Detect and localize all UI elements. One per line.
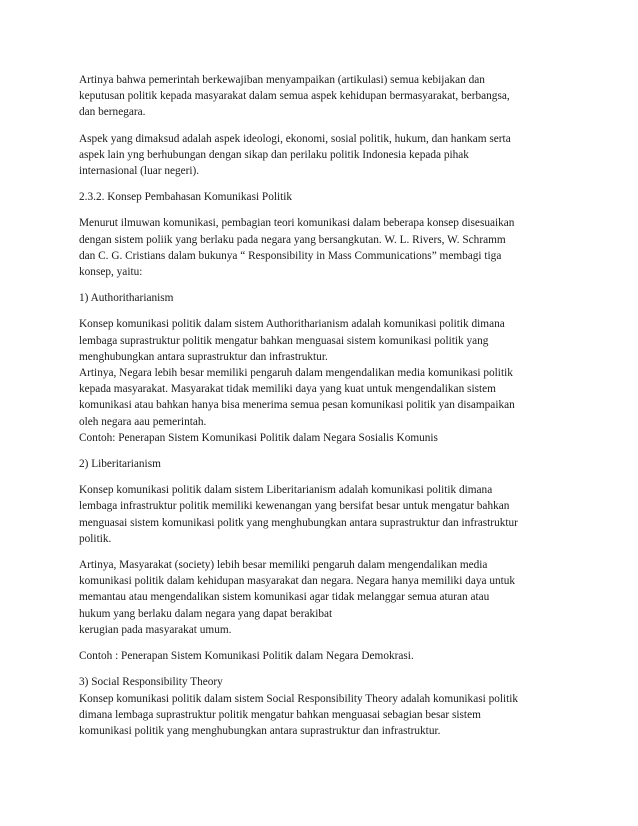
heading-text: 2) Liberitarianism [79, 458, 161, 471]
text-line: komunikasi politik dalam kehidupan masyarakat dan negara. Negara hanya memiliki daya untuk [79, 575, 516, 588]
text-line: dan C. G. Cristians dalam bukunya “ Responsibility in Mass Communications” membagi tiga [79, 249, 502, 262]
text-line: Konsep komunikasi politik dalam sistem Authoritharianism adalah komunikasi politik dimana [79, 318, 505, 331]
paragraph-artinya-masyarakat [79, 557, 567, 638]
text-line: konsep, yaitu: [79, 266, 143, 279]
subheading-liberitarianism [79, 456, 567, 472]
text-line: dengan sistem poliik yang berlaku pada negara yang bersangkutan. W. L. Rivers, W. Schramm [79, 233, 506, 246]
text-line: Aspek yang dimaksud adalah aspek ideologi, ekonomi, sosial politik, hukum, dan hankam serta [79, 132, 511, 145]
text-line: Artinya, Negara lebih besar memiliki pengaruh dalam mengendalikan media komunikasi politik [79, 367, 513, 380]
text-line: dimana lembaga suprastruktur politik mengatur bahkan menguasai sebagian besar sistem [79, 708, 481, 721]
text-line: politik. [79, 532, 112, 545]
paragraph-authoritharianism [79, 316, 567, 446]
paragraph-social-responsibility [79, 674, 567, 739]
text-line: aspek lain yng berhubungan dengan sikap dan perilaku politik Indonesia kepada pihak [79, 148, 469, 161]
heading-text: 3) Social Responsibility Theory [79, 676, 223, 689]
section-heading [79, 189, 567, 205]
text-line: kepada masyarakat. Masyarakat tidak memiliki daya yang kuat untuk mengendalikan sistem [79, 383, 496, 396]
text-line: Contoh: Penerapan Sistem Komunikasi Politik dalam Negara Sosialis Komunis [79, 431, 438, 444]
paragraph-aspek [79, 131, 567, 180]
text-line: Artinya bahwa pemerintah berkewajiban menyampaikan (artikulasi) semua kebijakan dan [79, 74, 485, 86]
text-line: lembaga infrastruktur politik memiliki kewenangan yang bersifat besar untuk mengatur bahkan [79, 500, 510, 513]
text-line: Konsep komunikasi politik dalam sistem Social Responsibility Theory adalah komunikasi politik [79, 692, 519, 705]
text-line: Contoh : Penerapan Sistem Komunikasi Politik dalam Negara Demokrasi. [79, 650, 414, 663]
text-line: memantau atau mengendalikan sistem komunikasi agar tidak melanggar semua aturan atau [79, 591, 490, 604]
text-line: keputusan politik kepada masyarakat dalam semua aspek kehidupan bermasyarakat, berbangsa, [79, 90, 510, 103]
text-line: oleh negara aau pemerintah. [79, 415, 207, 428]
text-line: menghubungkan antara suprastruktur dan infrastruktur. [79, 350, 328, 363]
text-line: Artinya, Masyarakat (society) lebih besar memiliki pengaruh dalam mengendalikan media [79, 559, 488, 572]
paragraph-contoh-demokrasi [79, 648, 567, 664]
text-line: hukum yang berlaku dalam negara yang dapat berakibat [79, 607, 333, 620]
heading-text: 2.3.2. Konsep Pembahasan Komunikasi Politik [79, 191, 293, 204]
text-line: komunikasi politik yang menghubungkan antara suprastruktur dan infrastruktur. [79, 724, 441, 737]
text-line: internasional (luar negeri). [79, 165, 200, 178]
text-line: lembaga suprastruktur politik mengatur bahkan menguasai sistem komunikasi politik yang [79, 334, 489, 347]
paragraph-menurut-ilmuwan [79, 215, 567, 280]
text-line: Menurut ilmuwan komunikasi, pembagian teori komunikasi dalam beberapa konsep disesuaikan [79, 217, 515, 230]
text-line: Konsep komunikasi politik dalam sistem Liberitarianism adalah komunikasi politik dimana [79, 484, 493, 497]
text-line: dan bernegara. [79, 106, 146, 119]
heading-text: 1) Authoritharianism [79, 292, 174, 305]
text-line: menguasai sistem komunikasi politk yang menghubungkan antara suprastruktur dan infrastruktur [79, 516, 518, 529]
paragraph-artinya-pemerintah [79, 72, 567, 121]
paragraph-liberitarianism [79, 482, 567, 547]
document-body [79, 72, 567, 739]
text-line: komunikasi atau bahkan hanya bisa menerima semua pesan komunikasi politik yan disampaikan [79, 399, 515, 412]
subheading-authoritharianism [79, 290, 567, 306]
text-line: kerugian pada masyarakat umum. [79, 623, 232, 636]
